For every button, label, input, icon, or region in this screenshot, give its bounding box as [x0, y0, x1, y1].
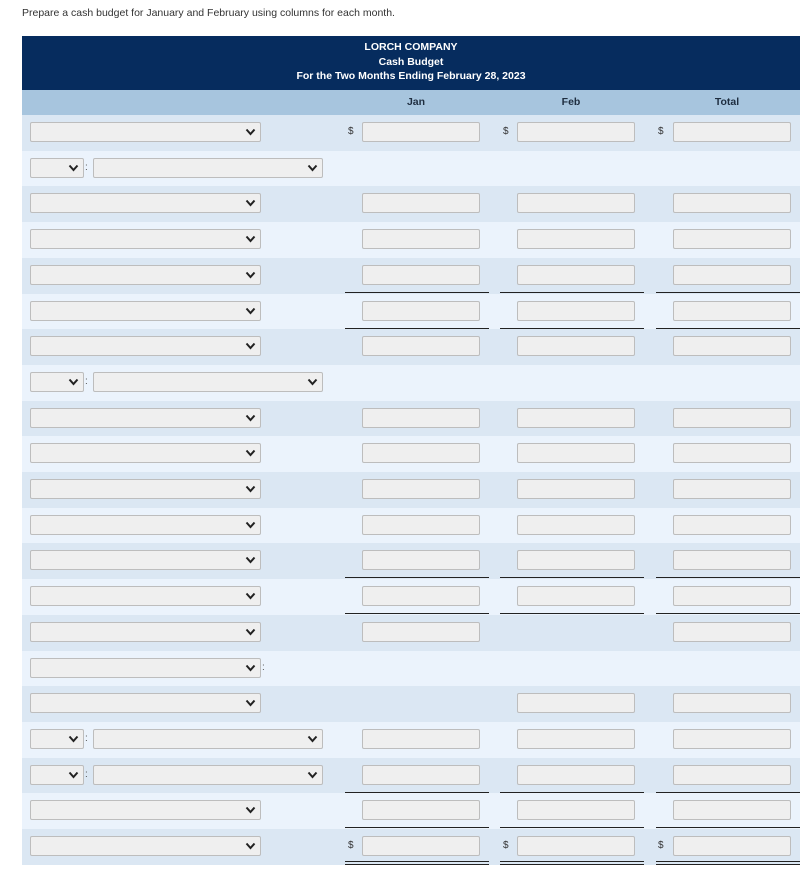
chevron-down-icon [306, 161, 319, 175]
table-row [22, 151, 800, 187]
amount-input-feb[interactable] [517, 443, 635, 463]
line-item-dropdown[interactable] [30, 122, 261, 142]
chevron-down-icon [67, 768, 80, 782]
column-header-row [22, 90, 800, 115]
currency-symbol: $ [658, 126, 664, 137]
line-item-dropdown[interactable] [30, 443, 261, 463]
table-row [22, 508, 800, 544]
amount-input-feb[interactable] [517, 800, 635, 820]
table-row [22, 365, 800, 401]
amount-input-feb[interactable] [517, 479, 635, 499]
amount-input-jan[interactable] [362, 193, 480, 213]
column-header-feb: Feb [561, 96, 581, 108]
chevron-down-icon [244, 339, 257, 353]
report-period: For the Two Months Ending February 28, 2023 [296, 70, 526, 82]
table-row [22, 543, 800, 579]
chevron-down-icon [244, 411, 257, 425]
amount-input-total[interactable] [673, 122, 791, 142]
amount-input-feb[interactable] [517, 122, 635, 142]
grand-total-double-underline [656, 861, 800, 865]
amount-input-jan[interactable] [362, 122, 480, 142]
grand-total-double-underline [500, 861, 644, 865]
chevron-down-icon [306, 732, 319, 746]
chevron-down-icon [244, 553, 257, 567]
chevron-down-icon [244, 125, 257, 139]
column-header-total: Total [714, 96, 740, 108]
company-name: LORCH COMPANY [364, 41, 458, 53]
line-item-dropdown[interactable] [30, 229, 261, 249]
line-item-dropdown[interactable] [93, 765, 323, 785]
amount-input-jan[interactable] [362, 265, 480, 285]
chevron-down-icon [244, 482, 257, 496]
table-row [22, 294, 800, 330]
amount-input-feb[interactable] [517, 693, 635, 713]
amount-input-total[interactable] [673, 336, 791, 356]
line-item-dropdown[interactable] [30, 586, 261, 606]
category-dropdown[interactable] [30, 729, 84, 749]
line-item-dropdown[interactable] [30, 265, 261, 285]
amount-input-jan[interactable] [362, 550, 480, 570]
amount-input-total[interactable] [673, 229, 791, 249]
amount-input-total[interactable] [673, 265, 791, 285]
chevron-down-icon [244, 625, 257, 639]
line-item-dropdown[interactable] [93, 729, 323, 749]
chevron-down-icon [244, 839, 257, 853]
currency-symbol: $ [503, 840, 509, 851]
colon-separator: : [85, 768, 88, 780]
currency-symbol: $ [503, 126, 509, 137]
chevron-down-icon [244, 268, 257, 282]
amount-input-total[interactable] [673, 408, 791, 428]
colon-separator: : [85, 161, 88, 173]
chevron-down-icon [244, 304, 257, 318]
grand-total-double-underline [345, 861, 489, 865]
amount-input-jan[interactable] [362, 765, 480, 785]
chevron-down-icon [244, 196, 257, 210]
amount-input-feb[interactable] [517, 729, 635, 749]
amount-input-total[interactable] [673, 443, 791, 463]
category-dropdown[interactable] [30, 765, 84, 785]
table-row [22, 186, 800, 222]
amount-input-total[interactable] [673, 765, 791, 785]
table-row [22, 258, 800, 294]
chevron-down-icon [67, 375, 80, 389]
table-row [22, 401, 800, 437]
chevron-down-icon [244, 232, 257, 246]
chevron-down-icon [306, 768, 319, 782]
amount-input-feb[interactable] [517, 515, 635, 535]
amount-input-total[interactable] [673, 550, 791, 570]
table-row [22, 329, 800, 365]
chevron-down-icon [244, 446, 257, 460]
chevron-down-icon [306, 375, 319, 389]
table-row [22, 758, 800, 794]
amount-input-jan[interactable] [362, 301, 480, 321]
colon-separator: : [85, 375, 88, 387]
chevron-down-icon [244, 518, 257, 532]
amount-input-total[interactable] [673, 693, 791, 713]
amount-input-total[interactable] [673, 479, 791, 499]
amount-input-total[interactable] [673, 622, 791, 642]
category-dropdown[interactable] [30, 158, 84, 178]
line-item-dropdown[interactable] [30, 622, 261, 642]
line-item-dropdown[interactable] [30, 515, 261, 535]
table-row [22, 722, 800, 758]
chevron-down-icon [244, 661, 257, 675]
statement-header [22, 36, 800, 90]
line-item-dropdown[interactable] [30, 479, 261, 499]
table-row [22, 686, 800, 722]
chevron-down-icon [244, 803, 257, 817]
table-row [22, 829, 800, 865]
column-header-jan: Jan [406, 96, 426, 108]
line-item-dropdown[interactable] [30, 408, 261, 428]
amount-input-feb[interactable] [517, 336, 635, 356]
colon-separator: : [85, 732, 88, 744]
line-item-dropdown[interactable] [30, 800, 261, 820]
amount-input-total[interactable] [673, 193, 791, 213]
chevron-down-icon [244, 589, 257, 603]
amount-input-jan[interactable] [362, 443, 480, 463]
amount-input-jan[interactable] [362, 729, 480, 749]
amount-input-jan[interactable] [362, 479, 480, 499]
report-title: Cash Budget [378, 56, 444, 68]
line-item-dropdown[interactable] [30, 693, 261, 713]
table-row [22, 615, 800, 651]
amount-input-feb[interactable] [517, 301, 635, 321]
amount-input-total[interactable] [673, 515, 791, 535]
line-item-dropdown[interactable] [30, 658, 261, 678]
line-item-dropdown[interactable] [30, 336, 261, 356]
amount-input-total[interactable] [673, 800, 791, 820]
line-item-dropdown[interactable] [30, 836, 261, 856]
line-item-dropdown[interactable] [30, 193, 261, 213]
amount-input-feb[interactable] [517, 193, 635, 213]
line-item-dropdown[interactable] [30, 301, 261, 321]
amount-input-feb[interactable] [517, 765, 635, 785]
table-row [22, 579, 800, 615]
instruction-text: Prepare a cash budget for January and February using columns for each month. [22, 7, 395, 19]
amount-input-feb[interactable] [517, 229, 635, 249]
amount-input-jan[interactable] [362, 408, 480, 428]
table-row [22, 115, 800, 151]
amount-input-feb[interactable] [517, 550, 635, 570]
colon-separator: : [262, 661, 265, 673]
amount-input-total[interactable] [673, 729, 791, 749]
currency-symbol: $ [348, 126, 354, 137]
table-row [22, 651, 800, 687]
line-item-dropdown[interactable] [93, 158, 323, 178]
amount-input-feb[interactable] [517, 265, 635, 285]
line-item-dropdown[interactable] [93, 372, 323, 392]
amount-input-total[interactable] [673, 586, 791, 606]
currency-symbol: $ [348, 840, 354, 851]
chevron-down-icon [67, 732, 80, 746]
chevron-down-icon [244, 696, 257, 710]
amount-input-feb[interactable] [517, 586, 635, 606]
amount-input-jan[interactable] [362, 515, 480, 535]
table-row [22, 222, 800, 258]
chevron-down-icon [67, 161, 80, 175]
amount-input-total[interactable] [673, 301, 791, 321]
table-row [22, 472, 800, 508]
amount-input-jan[interactable] [362, 336, 480, 356]
amount-input-total[interactable] [673, 836, 791, 856]
amount-input-jan[interactable] [362, 586, 480, 606]
amount-input-jan[interactable] [362, 800, 480, 820]
currency-symbol: $ [658, 840, 664, 851]
table-row [22, 436, 800, 472]
amount-input-jan[interactable] [362, 622, 480, 642]
category-dropdown[interactable] [30, 372, 84, 392]
table-row [22, 793, 800, 829]
amount-input-jan[interactable] [362, 836, 480, 856]
line-item-dropdown[interactable] [30, 550, 261, 570]
amount-input-jan[interactable] [362, 229, 480, 249]
amount-input-feb[interactable] [517, 836, 635, 856]
amount-input-feb[interactable] [517, 408, 635, 428]
